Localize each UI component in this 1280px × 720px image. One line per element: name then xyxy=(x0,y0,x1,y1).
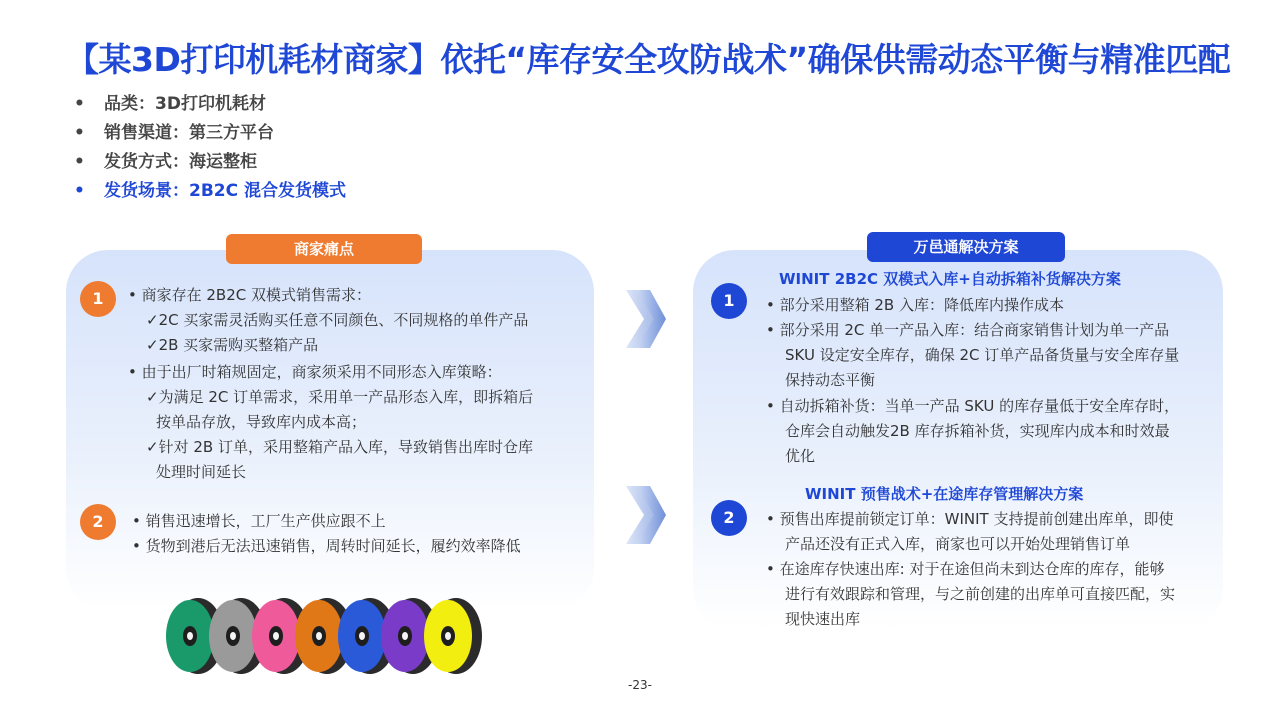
pain-line: ✓2B 买家需购买整箱产品 xyxy=(146,336,319,354)
solution-line: • 在途库存快速出库: 对于在途但尚未到达仓库的库存，能够 xyxy=(766,560,1165,578)
info-item: • 品类：3D打印机耗材 xyxy=(74,94,266,114)
pain-line: • 由于出厂时箱规固定，商家须采用不同形态入库策略： xyxy=(128,363,502,381)
filament-spool xyxy=(424,598,482,674)
solution-heading: WINIT 2B2C 双模式入库+自动拆箱补货解决方案 xyxy=(779,270,1121,288)
page-title: 【某3D打印机耗材商家】依托“库存安全攻防战术”确保供需动态平衡与精准匹配 xyxy=(66,40,1231,79)
solution-line: 进行有效跟踪和管理，与之前创建的出库单可直接匹配，实 xyxy=(785,585,1176,603)
solution-line: • 自动拆箱补货：当单一产品 SKU 的库存量低于安全库存时， xyxy=(766,397,1180,415)
solution-line: 保持动态平衡 xyxy=(785,371,876,389)
pain-line: 处理时间延长 xyxy=(156,463,247,481)
solution-line: • 部分采用 2C 单一产品入库：结合商家销售计划为单一产品 xyxy=(766,321,1170,339)
info-item: • 发货方式：海运整柜 xyxy=(74,152,257,172)
info-list xyxy=(74,90,346,206)
step-badge: 1 xyxy=(711,283,747,319)
step-badge: 1 xyxy=(80,281,116,317)
step-badge: 2 xyxy=(711,500,747,536)
solution-line: 仓库会自动触发2B 库存拆箱补货，实现库内成本和时效最 xyxy=(785,422,1170,440)
pain-line: ✓为满足 2C 订单需求，采用单一产品形态入库，即拆箱后 xyxy=(146,388,534,406)
pain-line: 按单品存放，导致库内成本高； xyxy=(156,413,367,431)
solution-heading: WINIT 预售战术+在途库存管理解决方案 xyxy=(805,485,1084,503)
pain-line: ✓2C 买家需灵活购买任意不同颜色、不同规格的单件产品 xyxy=(146,311,529,329)
info-item: • 销售渠道：第三方平台 xyxy=(74,123,274,143)
page-number: -23- xyxy=(628,678,652,692)
chevron-right-icon xyxy=(624,288,668,350)
filament-spools-image xyxy=(160,596,482,676)
pain-line: • 货物到港后无法迅速销售，周转时间延长，履约效率降低 xyxy=(132,537,521,555)
info-item-highlight: • 发货场景：2B2C 混合发货模式 xyxy=(74,181,347,201)
solution-tag: 万邑通解决方案 xyxy=(867,232,1065,262)
pain-line: • 商家存在 2B2C 双模式销售需求： xyxy=(128,286,372,304)
step-badge: 2 xyxy=(80,504,116,540)
solution-line: SKU 设定安全库存，确保 2C 订单产品备货量与安全库存量 xyxy=(785,346,1180,364)
pain-points-tag: 商家痛点 xyxy=(226,234,422,264)
solution-line: • 部分采用整箱 2B 入库：降低库内操作成本 xyxy=(766,296,1064,314)
pain-line: ✓针对 2B 订单，采用整箱产品入库，导致销售出库时仓库 xyxy=(146,438,533,456)
pain-line: • 销售迅速增长，工厂生产供应跟不上 xyxy=(132,512,386,530)
solution-line: 优化 xyxy=(785,447,816,465)
solution-line: 产品还没有正式入库，商家也可以开始处理销售订单 xyxy=(785,535,1131,553)
solution-line: • 预售出库提前锁定订单：WINIT 支持提前创建出库单，即使 xyxy=(766,510,1174,528)
chevron-right-icon xyxy=(624,484,668,546)
solution-line: 现快速出库 xyxy=(785,610,861,628)
